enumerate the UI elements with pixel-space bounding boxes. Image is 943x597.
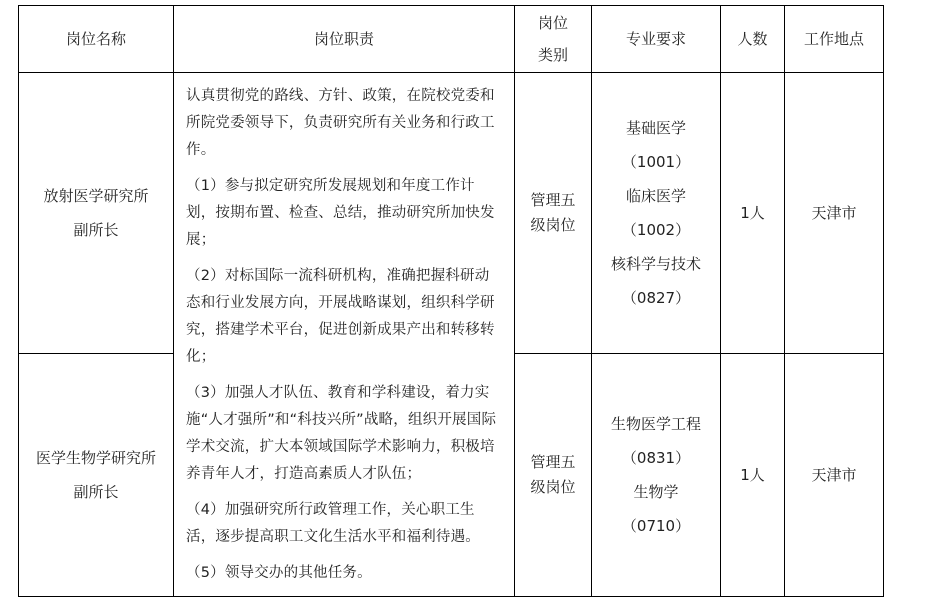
header-major: 专业要求	[592, 6, 721, 73]
header-duty: 岗位职责	[174, 6, 515, 73]
position-name-line2: 副所长	[73, 483, 119, 501]
major-code: （1001）	[621, 153, 691, 171]
position-name-line1: 放射医学研究所	[43, 187, 149, 205]
job-posting-table	[18, 5, 884, 597]
header-category-line2: 类别	[537, 46, 568, 64]
category-line2: 级岗位	[530, 216, 576, 234]
major-code: （1002）	[621, 221, 691, 239]
location-cell: 天津市	[785, 73, 884, 354]
duty-intro: 认真贯彻党的路线、方针、政策，在院校党委和所院党委领导下，负责研究所有关业务和行政工作。	[186, 88, 495, 158]
major-item: 核科学与技术	[610, 255, 701, 273]
position-name-line1: 医学生物学研究所	[35, 449, 156, 467]
count-cell: 1人	[721, 73, 785, 354]
category-line1: 管理五	[530, 453, 576, 471]
category-line1: 管理五	[530, 191, 576, 209]
category-cell	[515, 354, 592, 597]
position-name-cell	[19, 73, 174, 354]
duty-item-4: （4）加强研究所行政管理工作，关心职工生活，逐步提高职工文化生活水平和福利待遇。	[186, 502, 480, 545]
duty-item-2: （2）对标国际一流科研机构，准确把握科研动态和行业发展方向，开展战略谋划，组织科学研究，搭建学术平台，促进创新成果产出和转移转化；	[186, 268, 495, 365]
position-name-cell	[19, 354, 174, 597]
header-name: 岗位名称	[19, 6, 174, 73]
major-item: 临床医学	[625, 187, 686, 205]
header-category-line1: 岗位	[537, 14, 568, 32]
major-item: 生物学	[633, 483, 679, 501]
duty-item-3: （3）加强人才队伍、教育和学科建设，着力实施“人才强所”和“科技兴所”战略，组织开展国际学术交流，扩大本领域国际学术影响力，积极培养青年人才，打造高素质人才队伍；	[186, 385, 497, 482]
major-code: （0827）	[621, 289, 691, 307]
header-count: 人数	[721, 6, 785, 73]
duty-item-1: （1）参与拟定研究所发展规划和年度工作计划，按期布置、检查、总结，推动研究所加快发展；	[186, 178, 495, 248]
category-cell	[515, 73, 592, 354]
major-code: （0831）	[621, 449, 691, 467]
major-code: （0710）	[621, 517, 691, 535]
header-location: 工作地点	[785, 6, 884, 73]
table-row	[19, 73, 884, 354]
header-category	[515, 6, 592, 73]
count-cell: 1人	[721, 354, 785, 597]
header-row	[19, 6, 884, 73]
duty-item-5: （5）领导交办的其他任务。	[186, 565, 372, 581]
major-cell	[592, 354, 721, 597]
category-line2: 级岗位	[530, 478, 576, 496]
location-cell: 天津市	[785, 354, 884, 597]
position-name-line2: 副所长	[73, 221, 119, 239]
major-item: 基础医学	[625, 119, 686, 137]
major-item: 生物医学工程	[610, 415, 701, 433]
major-cell	[592, 73, 721, 354]
duty-cell	[174, 73, 515, 597]
